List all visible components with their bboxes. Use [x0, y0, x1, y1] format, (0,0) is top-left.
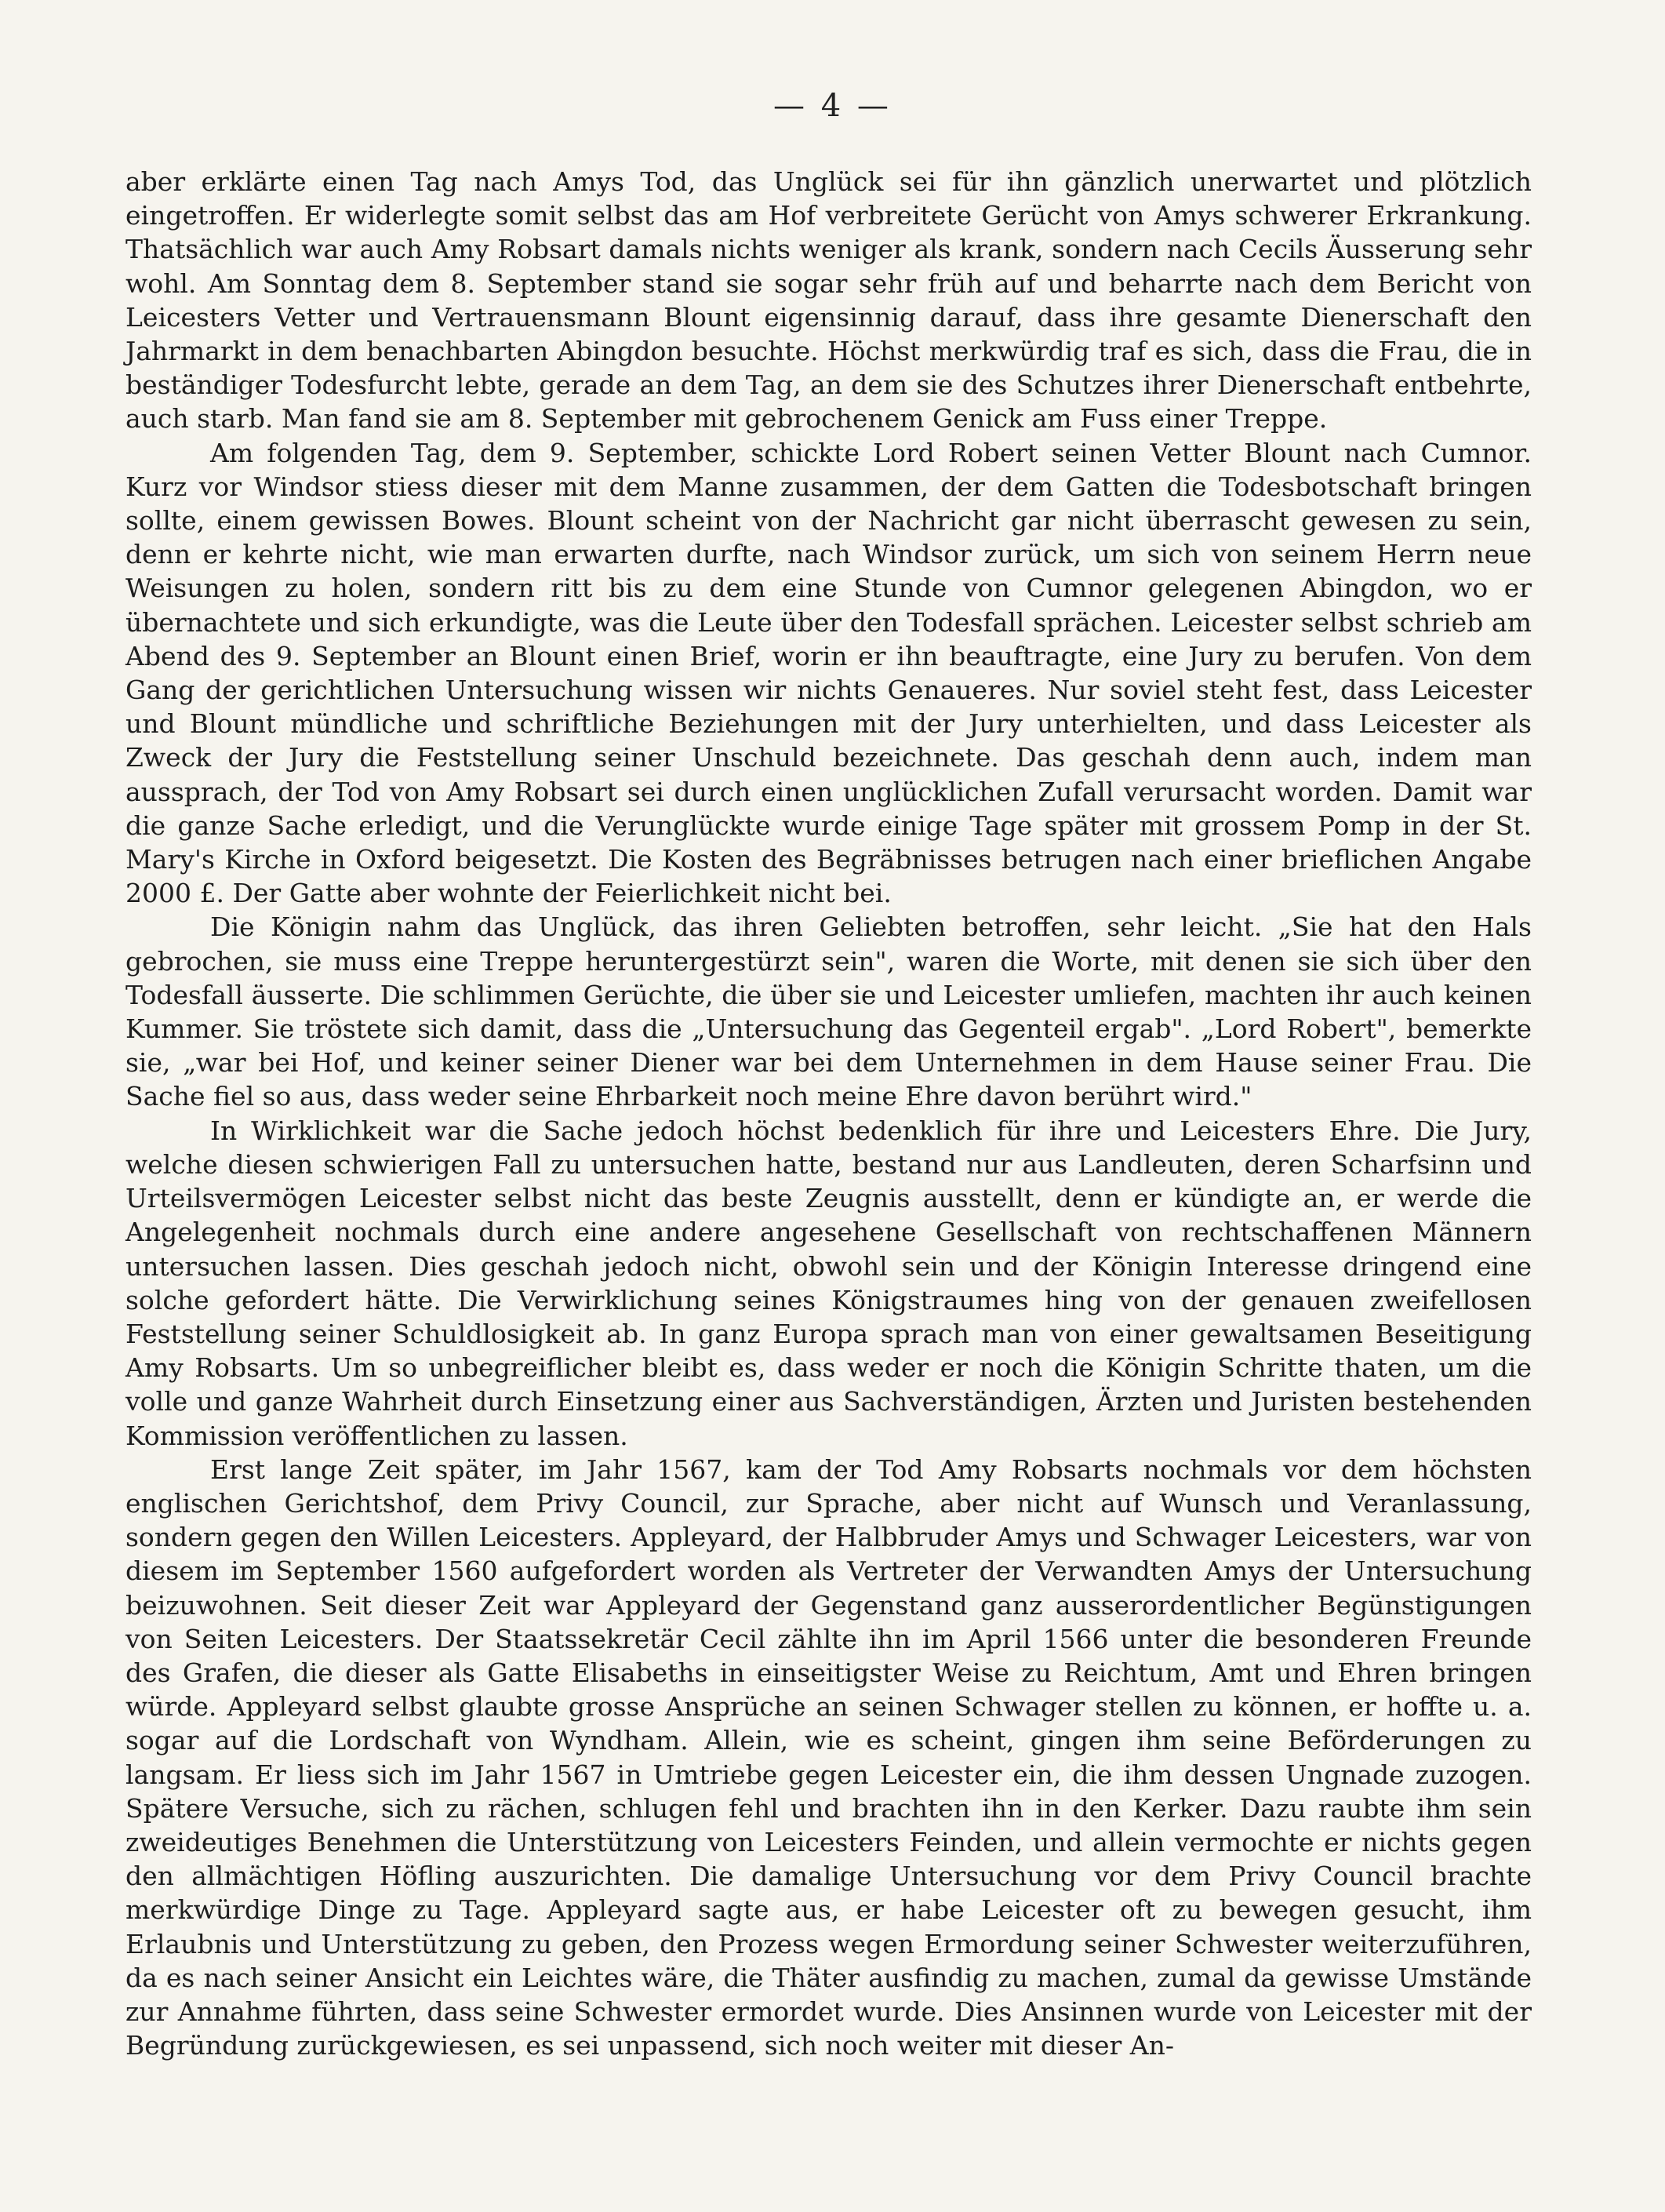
body-text — [125, 165, 1532, 2062]
paragraph-2: Am folgenden Tag, dem 9. September, schickte Lord Robert seinen Vetter Blount nach Cumnor. Kurz vor Windsor stiess dieser mit dem Manne zusammen, der dem Gatten die Todesbotschaft bringen sollte, einem gewissen Bowes. Blount scheint von der Nachricht gar nicht überrascht gewesen zu sein, denn er kehrte nicht, wie man erwarten durfte, nach Windsor zurück, um sich von seinem Herrn neue Weisungen zu holen, sondern ritt bis zu dem eine Stunde von Cumnor gelegenen Abingdon, wo er übernachtete und sich erkundigte, was die Leute über den Todesfall sprächen. Leicester selbst schrieb am Abend des 9. September an Blount einen Brief, worin er ihn beauftragte, eine Jury zu berufen. Von dem Gang der gerichtlichen Untersuchung wissen wir nichts Genaueres. Nur soviel steht fest, dass Leicester und Blount mündliche und schriftliche Beziehungen mit der Jury unterhielten, und dass Leicester als Zweck der Jury die Feststellung seiner Unschuld bezeichnete. Das geschah denn auch, indem man aussprach, der Tod von Amy Robsart sei durch einen unglücklichen Zufall verursacht worden. Damit war die ganze Sache erledigt, und die Verunglückte wurde einige Tage später mit grossem Pomp in der St. Mary's Kirche in Oxford beigesetzt. Die Kosten des Begräbnisses betrugen nach einer brieflichen Angabe 2000 £. Der Gatte aber wohnte der Feierlichkeit nicht bei. — [125, 437, 1532, 909]
paragraph-1: aber erklärte einen Tag nach Amys Tod, das Unglück sei für ihn gänzlich unerwartet und plötzlich eingetroffen. Er widerlegte somit selbst das am Hof verbreitete Gerücht von Amys schwerer Erkrankung. Thatsächlich war auch Amy Robsart damals nichts weniger als krank, sondern nach Cecils Äusserung sehr wohl. Am Sonntag dem 8. September stand sie sogar sehr früh auf und beharrte nach dem Bericht von Leicesters Vetter und Vertrauensmann Blount eigensinnig darauf, dass ihre gesamte Dienerschaft den Jahrmarkt in dem benachbarten Abingdon besuchte. Höchst merkwürdig traf es sich, dass die Frau, die in beständiger Todesfurcht lebte, gerade an dem Tag, an dem sie des Schutzes ihrer Dienerschaft entbehrte, auch starb. Man fand sie am 8. September mit gebrochenem Genick am Fuss einer Treppe. — [125, 166, 1532, 435]
paragraph-3: Die Königin nahm das Unglück, das ihren Geliebten betroffen, sehr leicht. „Sie hat den Hals gebrochen, sie muss eine Treppe heruntergestürzt sein", waren die Worte, mit denen sie sich über den Todesfall äusserte. Die schlimmen Gerüchte, die über sie und Leicester umliefen, machten ihr auch keinen Kummer. Sie tröstete sich damit, dass die „Untersuchung das Gegenteil ergab". „Lord Robert", bemerkte sie, „war bei Hof, und keiner seiner Diener war bei dem Unternehmen in dem Hause seiner Frau. Die Sache fiel so aus, dass weder seine Ehrbarkeit noch meine Ehre davon berührt wird." — [125, 911, 1532, 1112]
paragraph-4: In Wirklichkeit war die Sache jedoch höchst bedenklich für ihre und Leicesters Ehre. Die Jury, welche diesen schwierigen Fall zu untersuchen hatte, bestand nur aus Landleuten, deren Scharfsinn und Urteilsvermögen Leicester selbst nicht das beste Zeugnis ausstellt, denn er kündigte an, er werde die Angelegenheit nochmals durch eine andere angesehene Gesellschaft von rechtschaffenen Männern untersuchen lassen. Dies geschah jedoch nicht, obwohl sein und der Königin Interesse dringend eine solche gefordert hätte. Die Verwirklichung seines Königstraumes hing von der genauen zweifellosen Feststellung seiner Schuldlosigkeit ab. In ganz Europa sprach man von einer gewaltsamen Beseitigung Amy Robsarts. Um so unbegreiflicher bleibt es, dass weder er noch die Königin Schritte thaten, um die volle und ganze Wahrheit durch Einsetzung einer aus Sachverständigen, Ärzten und Juristen bestehenden Kommission veröffentlichen zu lassen. — [125, 1115, 1532, 1451]
paragraph-5: Erst lange Zeit später, im Jahr 1567, kam der Tod Amy Robsarts nochmals vor dem höchsten englischen Gerichtshof, dem Privy Council, zur Sprache, aber nicht auf Wunsch und Veranlassung, sondern gegen den Willen Leicesters. Appleyard, der Halbbruder Amys und Schwager Leicesters, war von diesem im September 1560 aufgefordert worden als Vertreter der Verwandten Amys der Untersuchung beizuwohnen. Seit dieser Zeit war Appleyard der Gegenstand ganz ausserordentlicher Begünstigungen von Seiten Leicesters. Der Staatssekretär Cecil zählte ihn im April 1566 unter die besonderen Freunde des Grafen, die dieser als Gatte Elisabeths in einseitigster Weise zu Reichtum, Amt und Ehren bringen würde. Appleyard selbst glaubte grosse Ansprüche an seinen Schwager stellen zu können, er hoffte u. a. sogar auf die Lordschaft von Wyndham. Allein, wie es scheint, gingen ihm seine Beförderungen zu langsam. Er liess sich im Jahr 1567 in Umtriebe gegen Leicester ein, die ihm dessen Ungnade zuzogen. Spätere Versuche, sich zu rächen, schlugen fehl und brachten ihn in den Kerker. Dazu raubte ihm sein zweideutiges Benehmen die Unterstützung von Leicesters Feinden, und allein vermochte er nichts gegen den allmächtigen Höfling auszurichten. Die damalige Untersuchung vor dem Privy Council brachte merkwürdige Dinge zu Tage. Appleyard sagte aus, er habe Leicester oft zu bewegen gesucht, ihm Erlaubnis und Unterstützung zu geben, den Prozess wegen Ermordung seiner Schwester weiterzuführen, da es nach seiner Ansicht ein Leichtes wäre, die Thäter ausfindig zu machen, zumal da gewisse Umstände zur Annahme führten, dass seine Schwester ermordet wurde. Dies Ansinnen wurde von Leicester mit der Begründung zurückgewiesen, es sei unpassend, sich noch weiter mit dieser An- — [125, 1453, 1532, 2061]
page-number-header: — 4 — — [773, 88, 892, 124]
